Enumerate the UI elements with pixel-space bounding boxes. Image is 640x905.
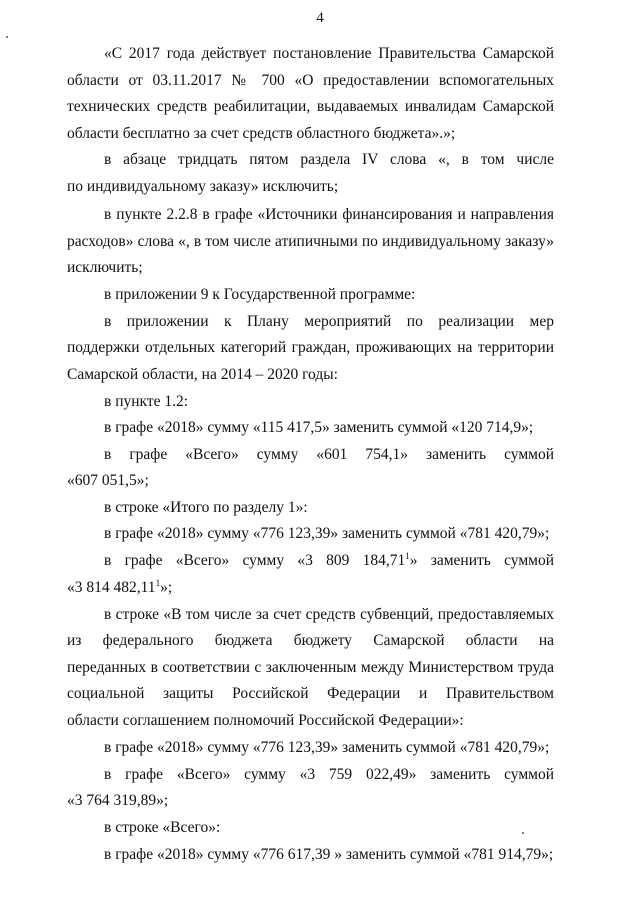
text-line xyxy=(104,845,553,865)
text-line xyxy=(67,71,554,91)
text-line-content: из федерального бюджета бюджету Самарской области на xyxy=(67,632,554,649)
text-line-content: «607 051,5»; xyxy=(67,472,149,489)
text-line-content: в графе «2018» сумму «776 617,39 » заменить суммой «781 914,79»; xyxy=(104,846,554,863)
text-line xyxy=(104,605,554,625)
text-line-content: «С 2017 года действует постановление Правительства Самарской xyxy=(104,45,554,62)
text-line-content: в пункте 2.2.8 в графе «Источники финансирования и направления xyxy=(104,206,554,223)
text-line-content: «3 814 482,11 xyxy=(67,579,156,596)
text-line xyxy=(67,578,172,598)
scan-speck xyxy=(522,832,524,834)
text-line-content: в пункте 1.2: xyxy=(104,393,189,410)
footnote-marker: 1 xyxy=(405,551,410,561)
text-line xyxy=(67,258,143,278)
text-line-content: области от 03.11.2017 № 700 «О предоставлении вспомогательных xyxy=(67,72,554,89)
text-line-content: технических средств реабилитации, выдаваемых инвалидам Самарской xyxy=(67,98,554,115)
text-line xyxy=(104,445,554,465)
text-line xyxy=(104,418,533,438)
text-line-content: в графе «Всего» сумму «601 754,1» заменить суммой xyxy=(104,446,554,463)
footnote-marker: 1 xyxy=(155,577,161,588)
text-line xyxy=(104,285,415,305)
text-line-content: переданных в соответствии с заключенным между Министерством труда xyxy=(67,659,554,676)
text-line xyxy=(104,765,554,785)
text-line-tail: »; xyxy=(160,579,173,596)
text-line xyxy=(67,631,554,651)
text-line xyxy=(67,97,554,117)
text-line xyxy=(67,177,338,197)
text-line-content: в графе «Всего» сумму «3 759 022,49» заменить суммой xyxy=(104,766,554,783)
text-line xyxy=(104,150,554,170)
text-line xyxy=(67,365,338,385)
text-line xyxy=(67,658,554,678)
text-line-content: «3 764 319,89»; xyxy=(67,792,169,809)
text-line-content: в строке «Итого по разделу 1»: xyxy=(104,499,308,516)
text-line xyxy=(67,232,554,252)
text-line xyxy=(67,124,455,144)
text-line-content: расходов» слова «, в том числе атипичными по индивидуальному заказу» xyxy=(67,233,554,250)
text-line xyxy=(104,738,549,758)
text-line-content: в строке «Всего»: xyxy=(104,819,221,836)
text-line-content: области соглашением полномочий Российской Федерации»: xyxy=(67,712,464,729)
text-line xyxy=(67,338,554,358)
text-line xyxy=(67,471,149,491)
text-line-content: в графе «2018» сумму «115 417,5» заменить суммой «120 714,9»; xyxy=(104,419,534,436)
text-line xyxy=(104,392,188,412)
text-line-content: социальной защиты Российской Федерации и Правительством xyxy=(67,685,554,702)
text-line xyxy=(104,312,554,332)
text-line-content: в абзаце тридцать пятом раздела IV слова «, в том числе xyxy=(104,151,554,168)
text-line-content: области бесплатно за счет средств областного бюджета».»; xyxy=(67,125,456,142)
text-line-content: в приложении к Плану мероприятий по реализации мер xyxy=(104,313,554,330)
text-line xyxy=(104,44,554,64)
text-line xyxy=(67,791,168,811)
text-line-content: в графе «2018» сумму «776 123,39» заменить суммой «781 420,79»; xyxy=(104,525,550,542)
text-line-content: по индивидуальному заказу» исключить; xyxy=(67,178,339,195)
page-number: 4 xyxy=(316,10,324,26)
text-line-content: Самарской области, на 2014 – 2020 годы: xyxy=(67,366,338,383)
text-line-tail: » заменить суммой xyxy=(409,552,554,569)
text-line xyxy=(104,818,220,838)
text-line xyxy=(104,205,554,225)
text-line xyxy=(104,524,549,544)
text-line-content: поддержки отдельных категорий граждан, проживающих на территории xyxy=(67,339,554,356)
text-line xyxy=(104,551,554,571)
text-line-content: в графе «Всего» сумму «3 809 184,71 xyxy=(104,552,406,569)
text-line-content: в графе «2018» сумму «776 123,39» заменить суммой «781 420,79»; xyxy=(104,739,550,756)
text-line-content: исключить; xyxy=(67,259,143,276)
text-line-content: в строке «В том числе за счет средств субвенций, предоставляемых xyxy=(104,606,554,623)
text-line xyxy=(67,711,464,731)
text-line xyxy=(67,684,554,704)
text-line-content: в приложении 9 к Государственной программе: xyxy=(104,286,416,303)
scan-speck xyxy=(6,36,8,38)
text-line xyxy=(104,498,308,518)
